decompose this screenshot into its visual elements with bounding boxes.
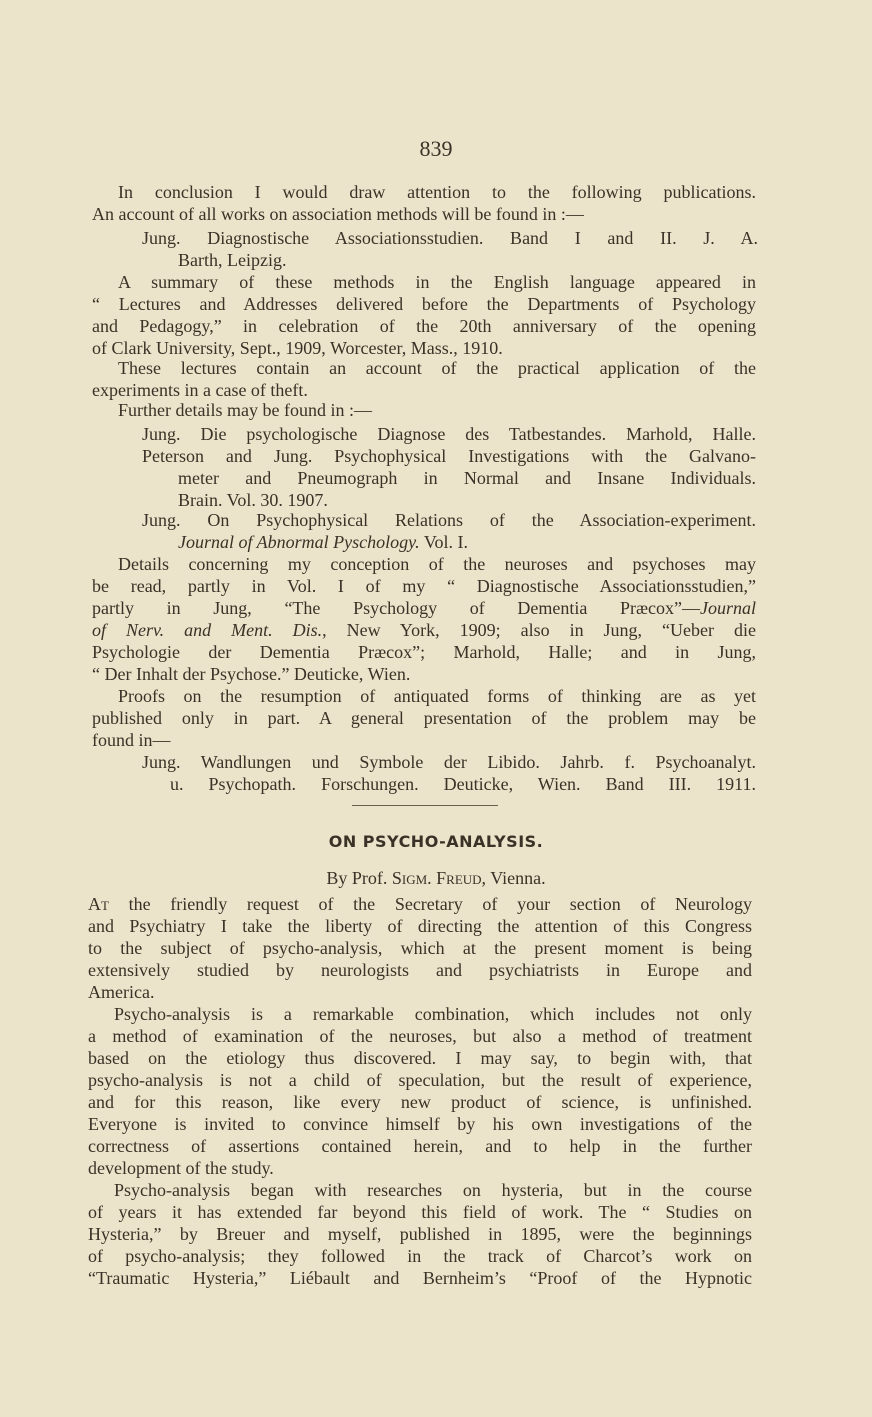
page-number: 839	[419, 136, 453, 161]
text-line: “Traumatic Hysteria,” Liébault and Bernheim’s “Proof of the Hypnotic	[88, 1268, 752, 1288]
reference-line: meter and Pneumograph in Normal and Insane Individuals.	[178, 468, 756, 488]
text-line: Psycho-analysis is a remarkable combination, which includes not only	[114, 1004, 752, 1024]
text-line: of Clark University, Sept., 1909, Worcester, Mass., 1910.	[92, 338, 503, 358]
reference-line: Jung. Diagnostische Associationsstudien. Band I and II. J. A.	[142, 228, 758, 248]
text-line: a method of examination of the neuroses, but also a method of treatment	[88, 1026, 752, 1046]
text-line: Everyone is invited to convince himself by his own investigations of the	[88, 1114, 752, 1134]
text-line: Psycho-analysis began with researches on hysteria, but in the course	[114, 1180, 752, 1200]
byline-prefix: By Prof.	[326, 868, 388, 888]
byline-city: Vienna.	[490, 868, 546, 888]
text-line: In conclusion I would draw attention to the following publications.	[118, 182, 756, 202]
text-line	[88, 894, 752, 915]
journal-title: of Nerv. and Ment. Dis.	[92, 620, 323, 640]
reference-line: Jung. Wandlungen und Symbole der Libido. Jahrb. f. Psychoanalyt.	[142, 752, 756, 772]
text-line: “ Der Inhalt der Psychose.” Deuticke, Wien.	[92, 664, 411, 684]
text-line	[92, 620, 756, 641]
reference-line: Brain. Vol. 30. 1907.	[178, 490, 328, 510]
text-line: correctness of assertions contained herein, and to help in the further	[88, 1136, 752, 1156]
volume: Vol. I.	[423, 532, 469, 552]
text-line: Psychologie der Dementia Præcox”; Marhold, Halle; and in Jung,	[92, 642, 756, 662]
text-line: A summary of these methods in the English language appeared in	[118, 272, 756, 292]
reference-line: Barth, Leipzig.	[178, 250, 287, 270]
text-line: be read, partly in Vol. I of my “ Diagnostische Associationsstudien,”	[92, 576, 756, 596]
text-line: America.	[88, 982, 155, 1002]
first-word: At	[88, 894, 109, 914]
journal-title: Journal	[700, 598, 756, 618]
reference-line: Jung. Die psychologische Diagnose des Tatbestandes. Marhold, Halle.	[142, 424, 756, 444]
text-line: development of the study.	[88, 1158, 274, 1178]
text-line: “ Lectures and Addresses delivered before the Departments of Psychology	[92, 294, 756, 314]
text-line: of psycho-analysis; they followed in the track of Charcot’s work on	[88, 1246, 752, 1266]
text-line: Hysteria,” by Breuer and myself, published in 1895, were the beginnings	[88, 1224, 752, 1244]
text-line: Proofs on the resumption of antiquated forms of thinking are as yet	[118, 686, 756, 706]
text-line: An account of all works on association methods will be found in :—	[92, 204, 584, 224]
text-line: and Pedagogy,” in celebration of the 20th anniversary of the opening	[92, 316, 756, 336]
article-byline	[0, 868, 872, 889]
text-span: partly in Jung, “The Psychology of Dementia Præcox”—	[92, 598, 700, 618]
text-line: These lectures contain an account of the practical application of the	[118, 358, 756, 378]
text-span: the friendly request of the Secretary of your section of Neurology	[108, 894, 752, 914]
text-line: Details concerning my conception of the neuroses and psychoses may	[118, 554, 756, 574]
reference-line: u. Psychopath. Forschungen. Deuticke, Wien. Band III. 1911.	[170, 774, 756, 794]
text-line: and Psychiatry I take the liberty of directing the attention of this Congress	[88, 916, 752, 936]
text-line: experiments in a case of theft.	[92, 380, 308, 400]
text-line: found in—	[92, 730, 171, 750]
reference-line: Peterson and Jung. Psychophysical Investigations with the Galvano-	[142, 446, 756, 466]
text-span: , New York, 1909; also in Jung, “Ueber die	[322, 620, 756, 640]
text-line: psycho-analysis is not a child of speculation, but the result of experience,	[88, 1070, 752, 1090]
text-line: and for this reason, like every new product of science, is unfinished.	[88, 1092, 752, 1112]
text-line: based on the etiology thus discovered. I may say, to begin with, that	[88, 1048, 752, 1068]
reference-line: Jung. On Psychophysical Relations of the Association-experiment.	[142, 510, 756, 530]
section-divider	[352, 805, 498, 806]
author-first-name: Sigm.	[391, 868, 432, 888]
text-line: of years it has extended far beyond this field of work. The “ Studies on	[88, 1202, 752, 1222]
text-line: extensively studied by neurologists and psychiatrists in Europe and	[88, 960, 752, 980]
reference-line	[178, 532, 468, 553]
article-title: ON PSYCHO-ANALYSIS.	[328, 832, 544, 851]
text-line	[92, 598, 756, 619]
author-last-name: Freud,	[436, 868, 487, 888]
text-line: Further details may be found in :—	[118, 400, 372, 420]
journal-title: Journal of Abnormal Pyschology.	[178, 532, 420, 552]
text-line: published only in part. A general presentation of the problem may be	[92, 708, 756, 728]
text-line: to the subject of psycho-analysis, which at the present moment is being	[88, 938, 752, 958]
